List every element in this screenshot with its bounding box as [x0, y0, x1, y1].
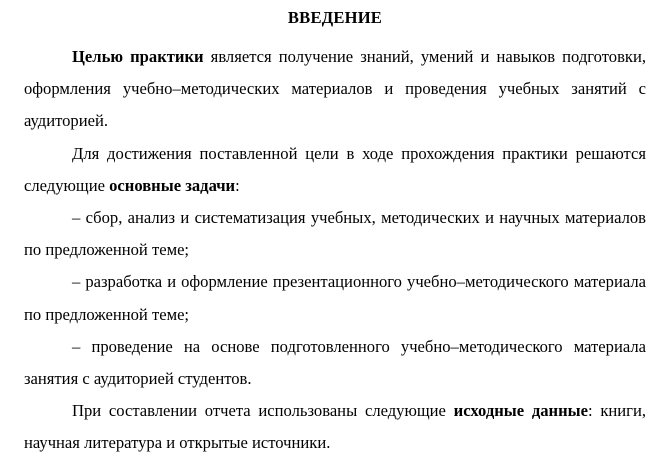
sources-paragraph	[24, 395, 646, 459]
task-item-conducting: – проведение на основе подготовленного учебно–методического материала занятия с аудиторией студентов.	[24, 336, 646, 389]
page-title: ВВЕДЕНИЕ	[287, 8, 383, 27]
tasks-intro-text: Для достижения поставленной цели в ходе прохождения практики решаются следующие	[24, 143, 646, 195]
sources-term: исходные данные	[453, 401, 588, 421]
goal-paragraph	[24, 41, 646, 138]
goal-text: является получение знаний, умений и навыков подготовки, оформления учебно–методических материалов и проведения учебных занятий с аудиторией.	[24, 47, 646, 131]
tasks-intro-paragraph	[24, 138, 646, 202]
tasks-intro-colon: :	[235, 175, 240, 195]
goal-term: Целью практики	[72, 47, 204, 66]
sources-intro-text: При составлении отчета использованы следующие	[72, 401, 454, 421]
task-item-development: – разработка и оформление презентационного учебно–методического материала по предложенной теме;	[24, 272, 646, 324]
task-item-collection: – сбор, анализ и систематизация учебных, методических и научных материалов по предложенной теме;	[24, 208, 646, 260]
sources-text: : книги, научная литература и открытые источники.	[24, 401, 646, 453]
tasks-term: основные задачи	[109, 175, 236, 195]
